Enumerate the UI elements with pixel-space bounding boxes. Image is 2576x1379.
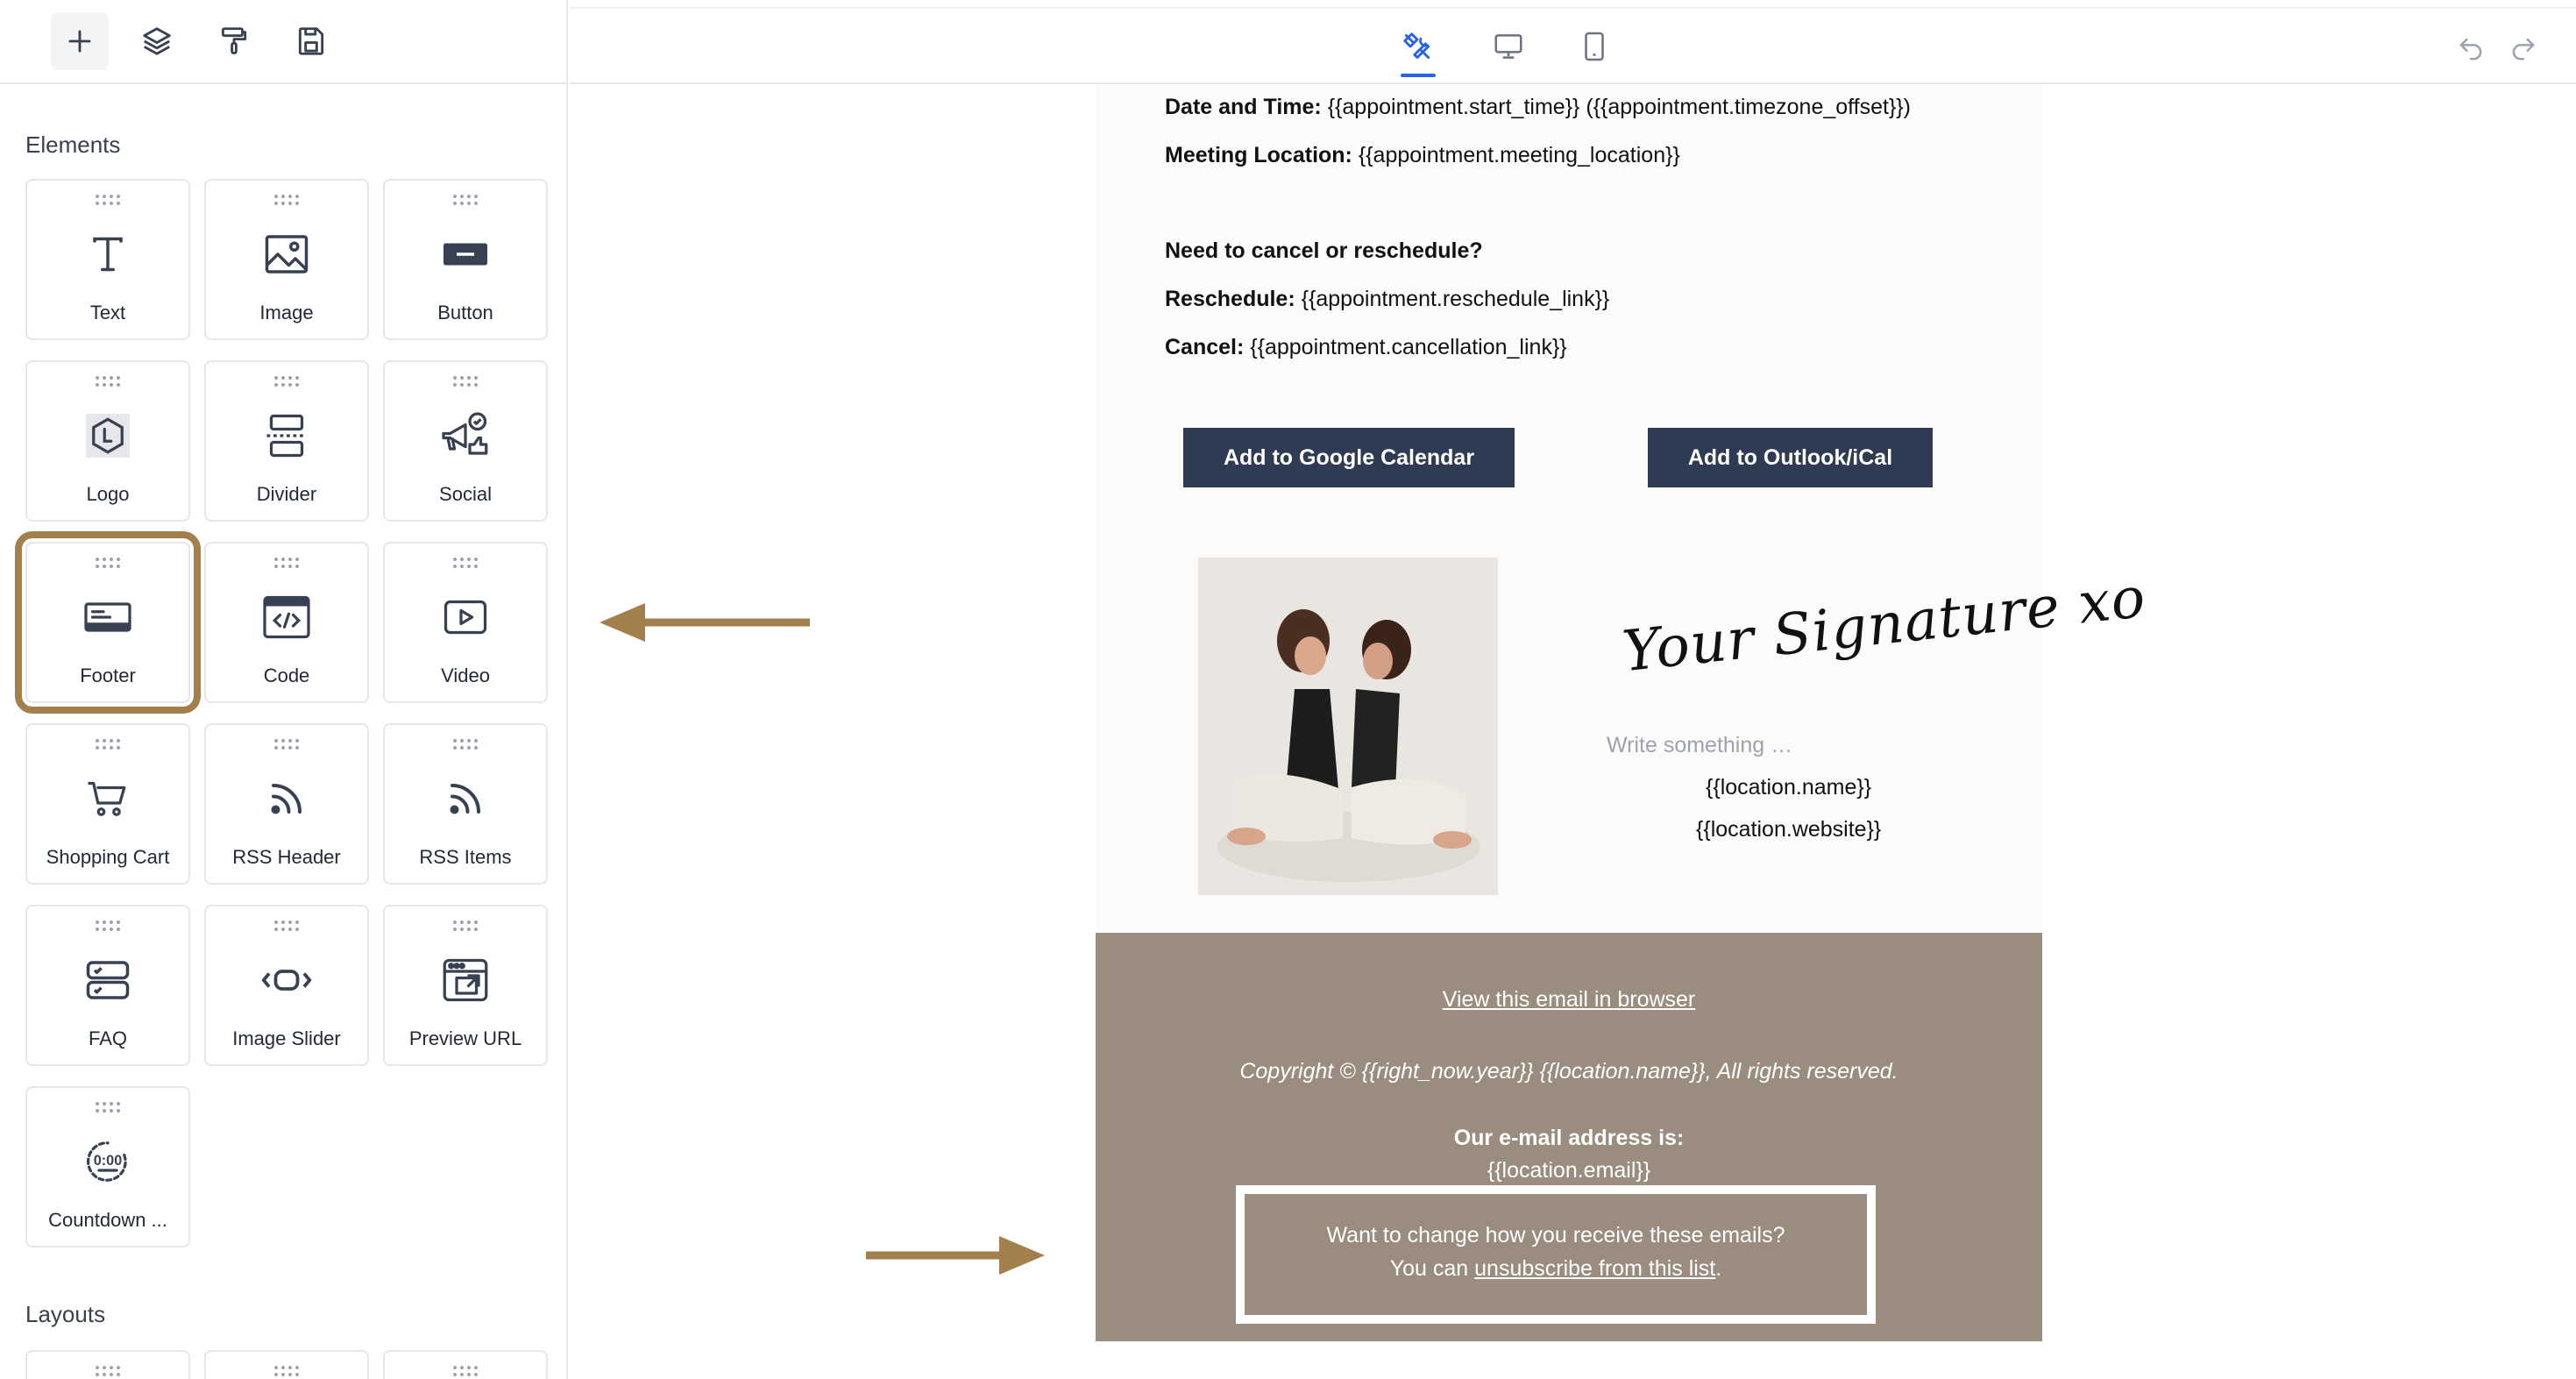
layout-tile[interactable]: [383, 1350, 548, 1379]
arrow-right-icon: [864, 1229, 1048, 1282]
faq-icon: [82, 954, 134, 1006]
rss-icon: [439, 772, 492, 825]
meeting-location-label: Meeting Location:: [1165, 143, 1352, 167]
reschedule-value: {{appointment.reschedule_link}}: [1295, 287, 1610, 311]
cancel-line[interactable]: [1165, 335, 1567, 360]
undo-button[interactable]: [2451, 26, 2491, 67]
elements-heading: Elements: [25, 132, 121, 158]
logo-icon: [82, 409, 134, 462]
meeting-location-value: {{appointment.meeting_location}}: [1352, 143, 1680, 167]
preview-url-icon: [439, 954, 492, 1006]
social-icon: [439, 409, 492, 462]
element-social[interactable]: [383, 360, 548, 522]
grip-icon[interactable]: [96, 376, 120, 387]
element-footer[interactable]: [25, 542, 190, 703]
grip-icon[interactable]: [96, 1102, 120, 1112]
active-view-indicator: [1401, 74, 1436, 77]
grip-icon[interactable]: [274, 558, 299, 568]
mobile-icon: [1578, 30, 1611, 63]
element-label: Video: [441, 665, 490, 686]
grip-icon[interactable]: [453, 195, 478, 205]
redo-button[interactable]: [2503, 26, 2544, 67]
unsubscribe-box[interactable]: [1236, 1185, 1876, 1324]
element-label: Preview URL: [408, 1027, 522, 1049]
email-address-heading[interactable]: Our e-mail address is:: [1453, 1126, 1685, 1150]
element-rss-header[interactable]: [204, 723, 369, 885]
add-icon: [63, 25, 96, 58]
element-logo[interactable]: [25, 360, 190, 522]
reschedule-line[interactable]: [1165, 287, 1609, 312]
grip-icon[interactable]: [274, 376, 299, 387]
element-shopping-cart[interactable]: [25, 723, 190, 885]
layout-tile[interactable]: [25, 1350, 190, 1379]
grip-icon[interactable]: [96, 739, 120, 750]
element-label: Button: [437, 302, 493, 323]
undo-icon: [2454, 30, 2487, 63]
location-website[interactable]: {{location.website}}: [1696, 817, 1882, 842]
layers-icon: [140, 25, 174, 58]
slider-icon: [260, 954, 313, 1006]
photo-image[interactable]: [1198, 558, 1498, 895]
cancel-label: Cancel:: [1165, 335, 1245, 359]
cancel-heading[interactable]: Need to cancel or reschedule?: [1165, 238, 1483, 263]
add-button[interactable]: [51, 12, 109, 70]
cart-icon: [82, 772, 134, 825]
button-icon: [439, 228, 492, 281]
element-label: Text: [89, 302, 126, 323]
mobile-view-button[interactable]: [1574, 26, 1614, 67]
layouts-heading: Layouts: [25, 1301, 106, 1327]
element-image[interactable]: [204, 179, 369, 340]
google-calendar-button[interactable]: Add to Google Calendar: [1183, 428, 1515, 487]
email-address-value[interactable]: {{location.email}}: [1487, 1158, 1651, 1183]
copyright-text[interactable]: Copyright © {{right_now.year}} {{location.name}}, All rights reserved.: [1239, 1059, 1898, 1084]
arrow-left-icon: [596, 596, 815, 649]
save-icon: [295, 25, 328, 58]
element-label: RSS Items: [419, 846, 512, 868]
element-label: Code: [263, 665, 310, 686]
grip-icon[interactable]: [453, 558, 478, 568]
save-button[interactable]: [282, 12, 340, 70]
tools-view-button[interactable]: [1397, 26, 1437, 67]
grip-icon[interactable]: [96, 1366, 120, 1376]
svg-text:0:00: 0:00: [93, 1152, 123, 1169]
reschedule-label: Reschedule:: [1165, 287, 1295, 311]
outlook-ical-button[interactable]: Add to Outlook/iCal: [1648, 428, 1933, 487]
element-label: FAQ: [88, 1027, 127, 1049]
redo-icon: [2507, 30, 2540, 63]
element-button[interactable]: [383, 179, 548, 340]
text-icon: [82, 228, 134, 281]
element-text[interactable]: [25, 179, 190, 340]
element-label: Image Slider: [232, 1027, 341, 1049]
element-label: Logo: [86, 483, 130, 505]
element-code[interactable]: [204, 542, 369, 703]
code-icon: [260, 591, 313, 643]
meeting-location-line[interactable]: [1165, 143, 1680, 168]
elements-grid: [25, 179, 548, 1247]
canvas-topbar: [570, 9, 2576, 84]
desktop-view-button[interactable]: [1488, 26, 1529, 67]
desktop-icon: [1492, 30, 1525, 63]
layout-tile[interactable]: [204, 1350, 369, 1379]
period-text: .: [1715, 1256, 1722, 1281]
tools-icon: [1401, 30, 1434, 63]
grip-icon[interactable]: [96, 921, 120, 931]
layers-button[interactable]: [128, 12, 186, 70]
cancel-value: {{appointment.cancellation_link}}: [1244, 335, 1567, 359]
layouts-grid: [25, 1350, 548, 1379]
styles-button[interactable]: [205, 12, 263, 70]
element-countdown[interactable]: [25, 1086, 190, 1247]
location-name[interactable]: {{location.name}}: [1706, 775, 1872, 800]
unsubscribe-link[interactable]: unsubscribe from this list: [1474, 1256, 1716, 1281]
grip-icon[interactable]: [453, 739, 478, 750]
element-label: Countdown ...: [48, 1209, 167, 1231]
grip-icon[interactable]: [453, 1366, 478, 1376]
grip-icon[interactable]: [274, 921, 299, 931]
date-time-value: {{appointment.start_time}} ({{appointment.timezone_offset}}): [1321, 95, 1911, 119]
element-label: Footer: [80, 665, 136, 686]
element-label: Social: [439, 483, 492, 505]
element-preview-url[interactable]: [383, 905, 548, 1066]
sidebar-toolbar: [0, 0, 566, 84]
view-in-browser-link[interactable]: View this email in browser: [1442, 987, 1696, 1012]
image-icon: [260, 228, 313, 281]
element-label: Image: [259, 302, 314, 323]
element-faq[interactable]: [25, 905, 190, 1066]
sidebar: [0, 0, 568, 1379]
video-icon: [439, 591, 492, 643]
grip-icon[interactable]: [96, 558, 120, 568]
grip-icon[interactable]: [274, 195, 299, 205]
grip-icon[interactable]: [274, 739, 299, 750]
grip-icon[interactable]: [453, 376, 478, 387]
divider-icon: [260, 409, 313, 462]
top-border: [570, 0, 2576, 9]
date-time-line[interactable]: [1165, 95, 1911, 120]
countdown-icon: [82, 1135, 134, 1188]
element-video[interactable]: [383, 542, 548, 703]
grip-icon[interactable]: [453, 921, 478, 931]
text-placeholder[interactable]: Write something …: [1607, 733, 1793, 757]
grip-icon[interactable]: [274, 1366, 299, 1376]
email-body[interactable]: [1096, 84, 2149, 933]
signature-text[interactable]: Your Signature xo: [1619, 565, 2149, 686]
footer-icon: [82, 591, 134, 643]
email-footer[interactable]: [1096, 933, 2042, 1341]
element-divider[interactable]: [204, 360, 369, 522]
element-rss-items[interactable]: [383, 723, 548, 885]
you-can-text: You can: [1389, 1256, 1475, 1281]
paint-roller-icon: [217, 25, 251, 58]
rss-icon: [260, 772, 313, 825]
change-emails-text: [1245, 1219, 1867, 1285]
grip-icon[interactable]: [96, 195, 120, 205]
change-emails-question: Want to change how you receive these emails?: [1326, 1223, 1785, 1247]
date-time-label: Date and Time:: [1165, 95, 1322, 119]
element-label: Divider: [256, 483, 317, 505]
element-label: RSS Header: [232, 846, 341, 868]
element-label: Shopping Cart: [46, 846, 170, 868]
element-image-slider[interactable]: [204, 905, 369, 1066]
